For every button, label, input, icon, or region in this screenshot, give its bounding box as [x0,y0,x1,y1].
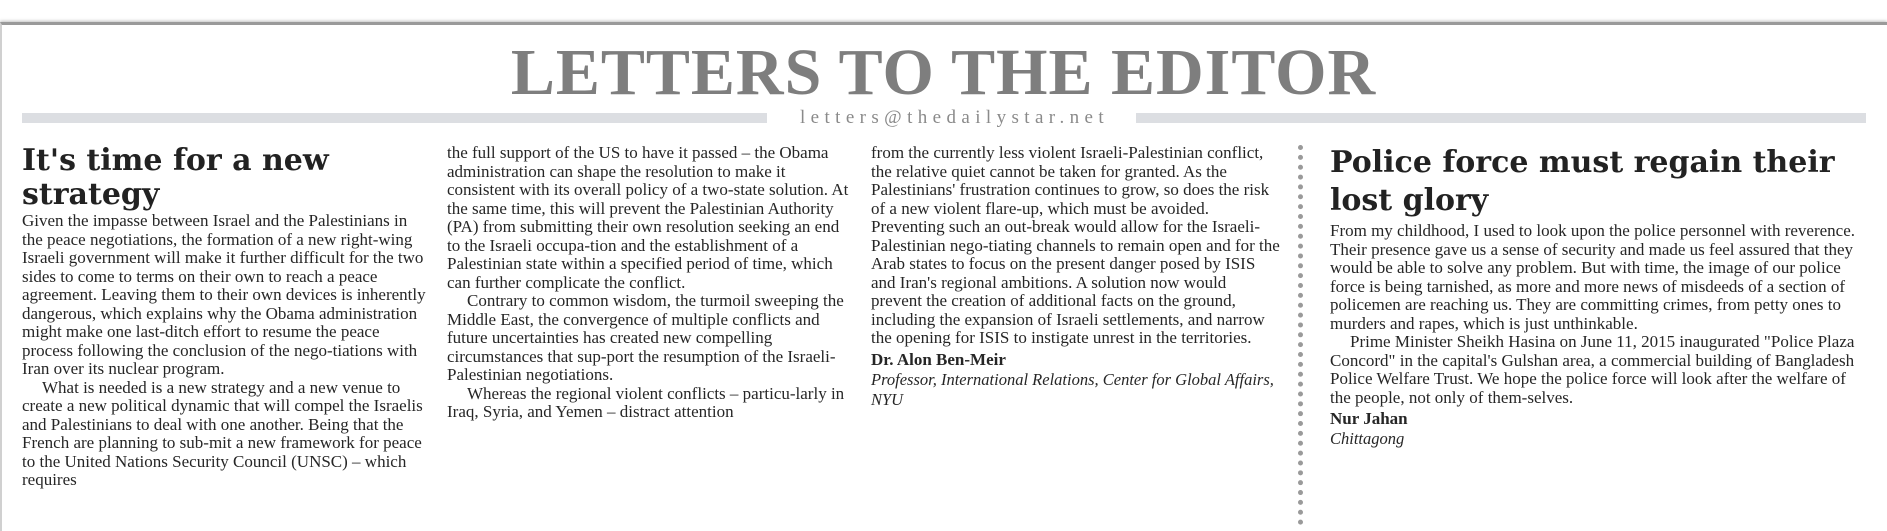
column-divider [1298,145,1303,525]
letter2-paragraph: Prime Minister Sheikh Hasina on June 11, 2015 inaugurated "Police Plaza Concord" in the capital's Gulshan area, a commercial building of Bangladesh Police Welfare Trust. We hope the police force will look after the welfare of the people, not only of them-selves. [1330,332,1855,407]
editor-email: letters@thedailystar.net [799,107,1110,128]
letter2-author: Nur Jahan [1330,409,1408,428]
letter1-paragraph: from the currently less violent Israeli-Palestinian conflict, the relative quiet cannot be taken for granted. As the Palestinians' frustration continues to grow, so does the risk of a new violent flare-up, which must be avoided. Preventing such an out-break would allow for the Israeli-Palestinian nego-tiating channels to remain open and for the Arab states to focus on the present danger posed by ISIS and Iran's regional ambitions. A solution now would prevent the creation of additional facts on the ground, including the expansion of Israeli settlements, and narrow the opening for ISIS to instigate unrest in the territories. [871,143,1280,347]
letter2-headline: Police force must regain their lost glory [1330,145,1835,218]
letter1-column1 [22,144,426,490]
letter1-author: Dr. Alon Ben-Meir [871,349,1006,369]
letter2-column [1330,144,1866,449]
letter1-column2 [447,144,855,422]
letter1-paragraph: Whereas the regional violent conflicts – particu-larly in Iraq, Syria, and Yemen – distract attention [447,383,845,421]
letter1-paragraph: Given the impasse between Israel and the Palestinians in the peace negotiations, the formation of a new right-wing Israeli government will make it further difficult for the two sides to come to terms on their own to reach a peace agreement. Leaving them to their own devices is inherently dangerous, which explains why the Obama administration might make one last-ditch effort to resume the peace process following the conclusion of the nego-tiations with Iran over its nuclear program. [22,211,426,378]
letter2-location: Chittagong [1330,429,1405,448]
letter1-column3 [871,144,1281,410]
letter1-paragraph: the full support of the US to have it passed – the Obama administration can shape the resolution to make it consistent with its overall policy of a two-state solution. At the same time, this will prevent the Palestinian Authority (PA) from submitting their own resolution seeking an end to the Israeli occupa-tion and the establishment of a Palestinian state within a specified period of time, which can further complicate the conflict. [447,143,849,292]
rule-right-bar [1136,113,1866,123]
masthead-rule [22,107,1866,129]
letter1-paragraph: Contrary to common wisdom, the turmoil sweeping the Middle East, the convergence of multiple conflicts and future uncertainties has created new compelling circumstances that sup-port the resumption of the Israeli-Palestinian negotiations. [447,291,844,384]
letter1-headline: It's time for a new strategy [22,143,329,212]
section-title: LETTERS TO THE EDITOR [510,36,1377,109]
rule-left-bar [22,113,767,123]
letter1-affiliation: Professor, International Relations, Center for Global Affairs, NYU [871,369,1274,409]
letter1-paragraph: What is needed is a new strategy and a new venue to create a new political dynamic that will compel the Israelis and Palestinians to deal with one another. Being that the French are planning to sub-mit a new framework for peace to the United Nations Security Council (UNSC) – which requires [22,377,423,489]
letter2-paragraph: From my childhood, I used to look upon the police personnel with reverence. Their presence gave us a sense of security and made us feel assured that they would be able to solve any problem. But with time, the image of our police force is being tarnished, as more and more news of misdeeds of a section of policemen are reaching us. They are committing crimes, from petty ones to murders and rapes, which is just unthinkable. [1330,221,1855,333]
